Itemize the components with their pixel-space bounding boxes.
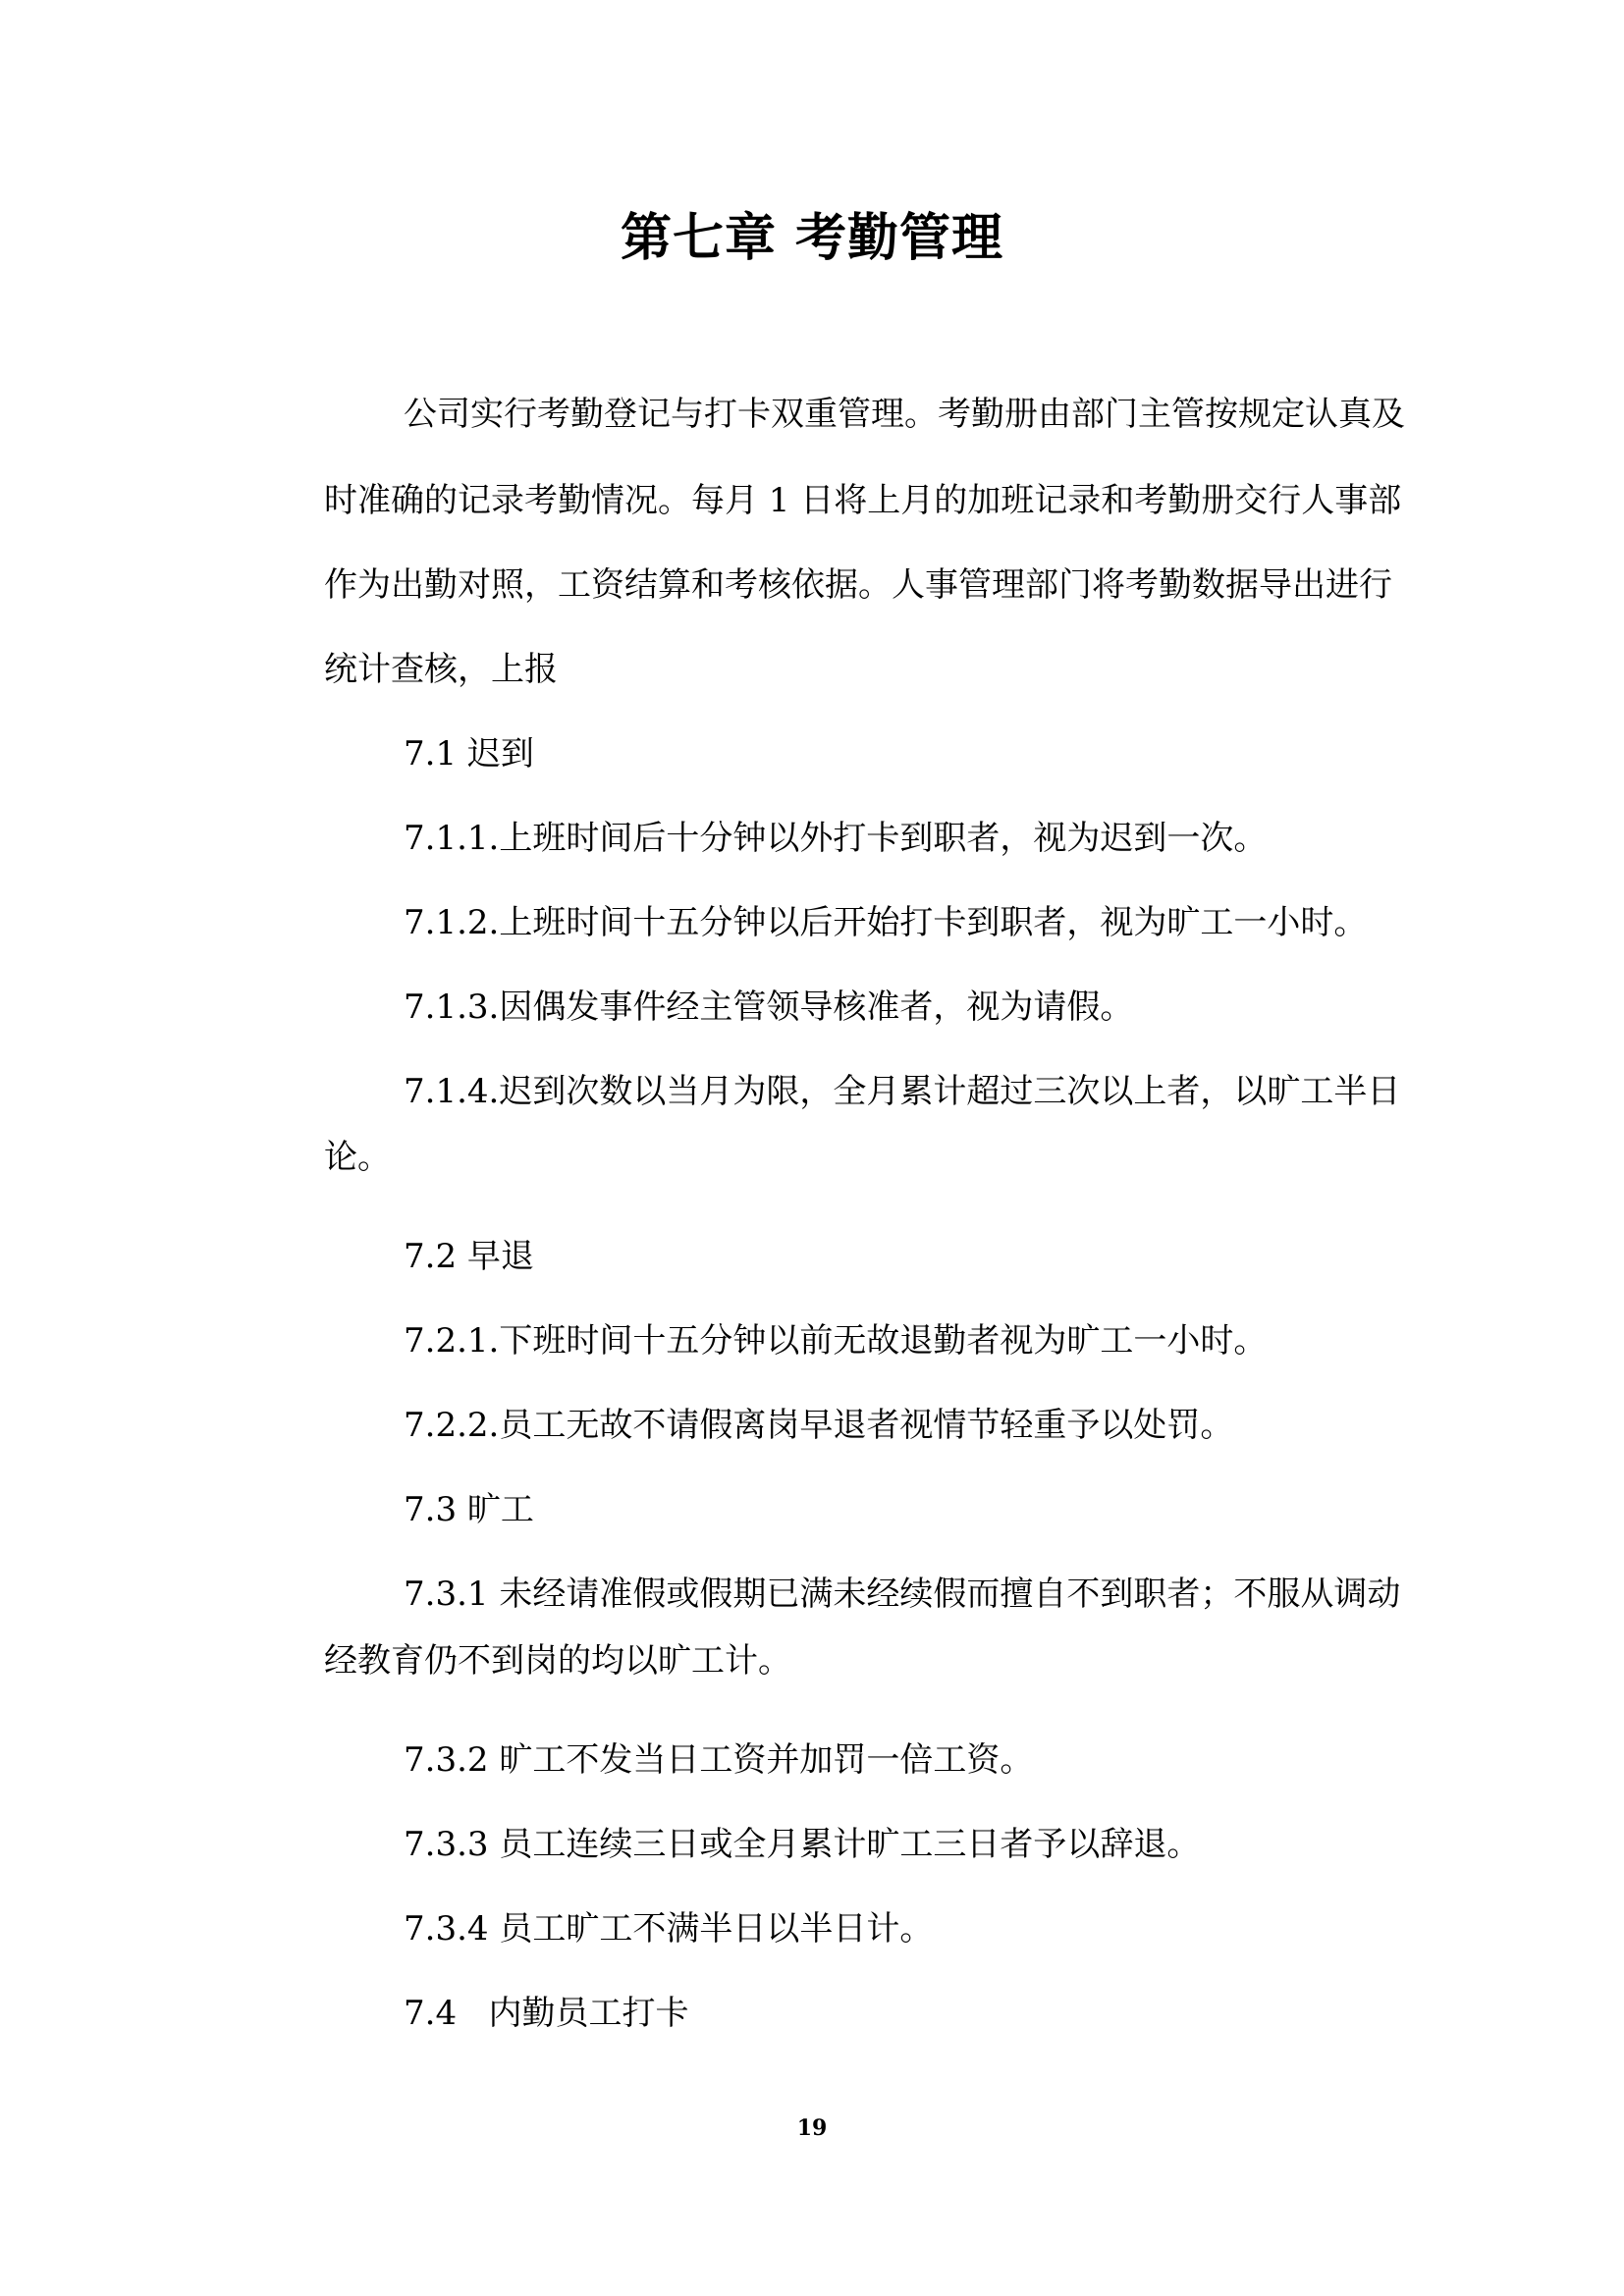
clause-7-1-4-line: 7.1.4.迟到次数以当月为限，全月累计超过三次以上者，以旷工半日	[404, 1072, 1401, 1111]
intro-paragraph-line: 统计查核，上报	[324, 650, 558, 689]
chapter-title: 第七章 考勤管理	[620, 209, 1004, 268]
clause-7-3-1-line: 经教育仍不到岗的均以旷工计。	[324, 1641, 791, 1681]
page-number: 19	[796, 2115, 828, 2141]
section-heading-7-1: 7.1 迟到	[404, 734, 534, 774]
clause-7-2-2: 7.2.2.员工无故不请假离岗早退者视情节轻重予以处罚。	[404, 1406, 1234, 1445]
clause-7-3-2: 7.3.2 旷工不发当日工资并加罚一倍工资。	[404, 1740, 1034, 1780]
clause-7-1-4-line: 论。	[324, 1138, 391, 1177]
clause-7-3-4: 7.3.4 员工旷工不满半日以半日计。	[404, 1909, 934, 1949]
clause-7-2-1: 7.2.1.下班时间十五分钟以前无故退勤者视为旷工一小时。	[404, 1321, 1268, 1361]
section-heading-7-4: 7.4 内勤员工打卡	[404, 1994, 689, 2033]
intro-paragraph-line: 作为出勤对照，工资结算和考核依据。人事管理部门将考勤数据导出进行	[324, 565, 1392, 605]
intro-paragraph-line: 公司实行考勤登记与打卡双重管理。考勤册由部门主管按规定认真及	[404, 395, 1405, 434]
clause-7-1-2: 7.1.2.上班时间十五分钟以后开始打卡到职者，视为旷工一小时。	[404, 903, 1368, 942]
clause-7-3-1-line: 7.3.1 未经请准假或假期已满未经续假而擅自不到职者；不服从调动	[404, 1575, 1401, 1614]
section-heading-7-3: 7.3 旷工	[404, 1490, 534, 1529]
intro-paragraph-line: 时准确的记录考勤情况。每月 1 日将上月的加班记录和考勤册交行人事部	[324, 481, 1402, 520]
section-heading-7-2: 7.2 早退	[404, 1237, 534, 1276]
clause-7-1-3: 7.1.3.因偶发事件经主管领导核准者，视为请假。	[404, 988, 1134, 1027]
clause-7-1-1: 7.1.1.上班时间后十分钟以外打卡到职者，视为迟到一次。	[404, 819, 1268, 858]
clause-7-3-3: 7.3.3 员工连续三日或全月累计旷工三日者予以辞退。	[404, 1825, 1201, 1864]
